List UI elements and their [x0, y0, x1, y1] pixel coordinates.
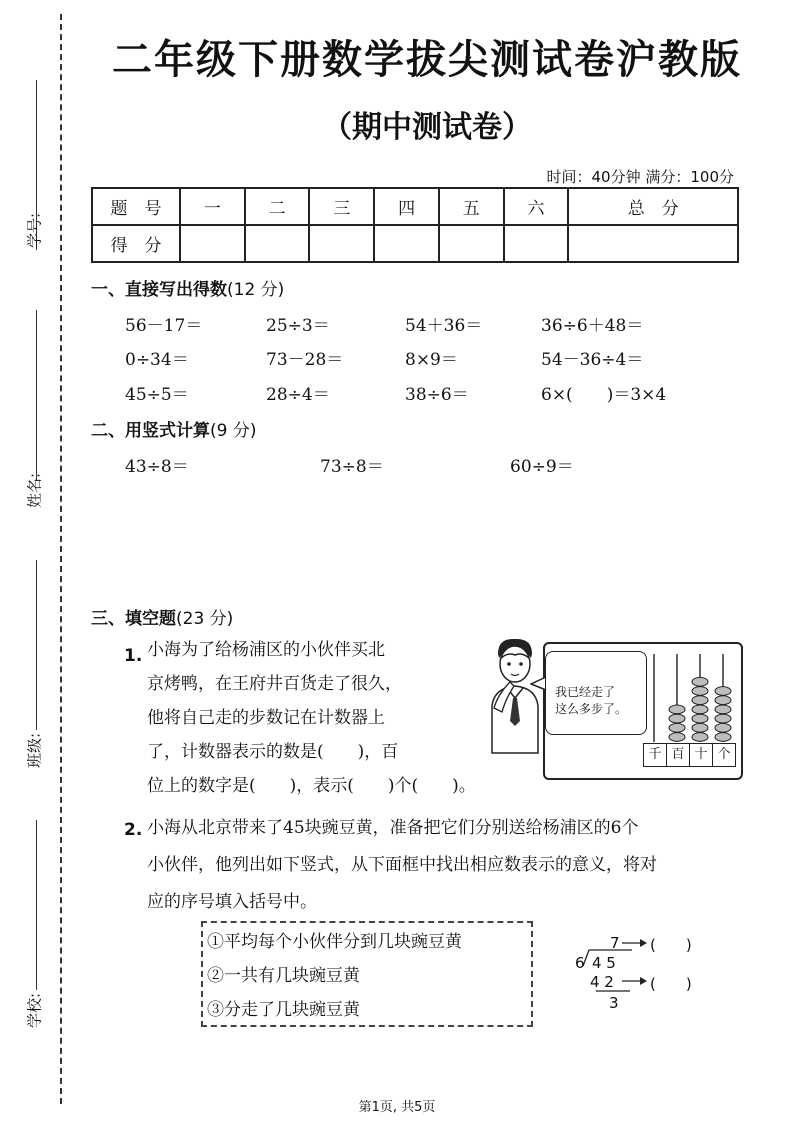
score-header-cell: 六 — [504, 188, 569, 225]
abacus-bead — [692, 677, 708, 686]
binding-dashed-line — [60, 14, 62, 1104]
abacus-bead — [715, 714, 731, 723]
place-label-qian: 千 — [643, 743, 667, 767]
division-remainder: 3 — [609, 994, 619, 1012]
page-footer: 第1页, 共5页 — [358, 1100, 436, 1115]
calc-item: 38÷6＝ — [405, 385, 469, 405]
score-header-cell: 四 — [374, 188, 439, 225]
score-cell[interactable] — [180, 225, 245, 262]
time-info: 时间：40分钟 满分：100分 — [546, 168, 734, 186]
abacus-bead — [669, 705, 685, 714]
side-field-xingming — [0, 310, 58, 560]
vertical-calc-item: 60÷9＝ — [510, 457, 574, 477]
bubble-line: 我已经走了 — [555, 685, 616, 699]
place-label-shi: 十 — [689, 743, 713, 767]
speech-bubble-text — [555, 684, 645, 718]
question-line: 小伙伴，他列出如下竖式，从下面框中找出相应数表示的意义，将对 — [147, 855, 657, 875]
place-label-bai: 百 — [666, 743, 690, 767]
calc-item: 8×9＝ — [405, 350, 458, 370]
abacus-bead — [715, 733, 731, 742]
question-line: 他将自己走的步数记在计数器上 — [147, 708, 385, 728]
section1-points: (12 分) — [227, 280, 285, 300]
page-title: 二年级下册数学拔尖测试卷沪教版 — [112, 37, 742, 83]
abacus-bead — [692, 733, 708, 742]
abacus-bead — [692, 705, 708, 714]
division-divisor: 6 — [575, 954, 585, 972]
calc-item: 45÷5＝ — [125, 385, 189, 405]
section2-points: (9 分) — [210, 421, 257, 441]
question-line: 京烤鸭，在王府井百货走了很久， — [147, 674, 402, 694]
page-subtitle: （期中测试卷） — [322, 110, 532, 145]
abacus-bead — [692, 714, 708, 723]
calc-item: 28÷4＝ — [266, 385, 330, 405]
question2-text — [147, 810, 657, 921]
score-cell[interactable] — [504, 225, 569, 262]
division-blank-1[interactable]: ( ) — [650, 936, 692, 954]
side-label-xuexiao: 学校: — [25, 992, 44, 1029]
section3-heading — [91, 604, 233, 629]
question1-text — [147, 633, 476, 803]
calc-item: 25÷3＝ — [266, 316, 330, 336]
abacus-bead — [669, 714, 685, 723]
abacus-bead — [692, 696, 708, 705]
calc-item: 6×( )＝3×4 — [541, 385, 667, 405]
score-table-header-row — [92, 188, 738, 225]
abacus-bead — [669, 723, 685, 732]
side-rule — [36, 560, 37, 730]
score-cell[interactable] — [568, 225, 738, 262]
score-header-cell: 题 号 — [92, 188, 180, 225]
abacus-bead — [692, 723, 708, 732]
calc-item: 73－28＝ — [266, 350, 344, 370]
score-row-label: 得 分 — [92, 225, 180, 262]
calc-item: 54－36÷4＝ — [541, 350, 644, 370]
side-field-banji — [0, 560, 58, 810]
abacus-bead — [715, 687, 731, 696]
side-field-xuexiao — [0, 820, 58, 1070]
side-label-xuehao: 学号: — [25, 212, 44, 249]
score-header-cell: 三 — [309, 188, 374, 225]
side-label-banji: 班级: — [25, 732, 44, 769]
option-item: ②一共有几块豌豆黄 — [207, 966, 360, 986]
calc-item: 36÷6＋48＝ — [541, 316, 644, 336]
section3-points: (23 分) — [176, 609, 234, 629]
question-line: 小海为了给杨浦区的小伙伴买北 — [147, 640, 385, 660]
bubble-line: 这么多步了。 — [555, 702, 628, 716]
calc-item: 0÷34＝ — [125, 350, 189, 370]
division-quotient: 7 — [610, 934, 620, 952]
question-line: 应的序号填入括号中。 — [147, 892, 317, 912]
score-cell[interactable] — [245, 225, 310, 262]
abacus — [640, 650, 736, 744]
score-cell[interactable] — [374, 225, 439, 262]
side-rule — [36, 820, 37, 990]
option-item: ①平均每个小伙伴分到几块豌豆黄 — [207, 932, 462, 952]
abacus-bead — [715, 705, 731, 714]
division-blank-2[interactable]: ( ) — [650, 975, 692, 993]
side-field-xuehao — [0, 80, 58, 330]
section3-title: 三、填空题 — [91, 609, 176, 629]
section2-heading — [91, 416, 256, 441]
score-header-cell: 二 — [245, 188, 310, 225]
score-header-cell: 五 — [439, 188, 504, 225]
section2-title: 二、用竖式计算 — [91, 421, 210, 441]
question-number: 2. — [124, 820, 143, 840]
calc-item: 56－17＝ — [125, 316, 203, 336]
option-item: ③分走了几块豌豆黄 — [207, 1000, 360, 1020]
section1-title: 一、直接写出得数 — [91, 280, 227, 300]
calc-item: 54＋36＝ — [405, 316, 483, 336]
question-number: 1. — [124, 646, 143, 666]
score-table — [91, 187, 739, 263]
section1-heading — [91, 275, 284, 300]
question-line: 位上的数字是( )，表示( )个( )。 — [147, 776, 476, 796]
abacus-bead — [715, 723, 731, 732]
vertical-calc-item: 43÷8＝ — [125, 457, 189, 477]
score-cell[interactable] — [439, 225, 504, 262]
score-table-score-row — [92, 225, 738, 262]
division-dividend: 4 5 — [592, 954, 616, 972]
boy-illustration — [484, 636, 546, 754]
division-product: 4 2 — [590, 973, 614, 991]
score-header-cell: 一 — [180, 188, 245, 225]
score-header-cell: 总 分 — [568, 188, 738, 225]
score-cell[interactable] — [309, 225, 374, 262]
place-label-ge: 个 — [712, 743, 736, 767]
side-label-xingming: 姓名: — [25, 472, 44, 509]
abacus-bead — [669, 733, 685, 742]
side-rule — [36, 310, 37, 480]
abacus-bead — [692, 687, 708, 696]
question-line: 小海从北京带来了45块豌豆黄，准备把它们分别送给杨浦区的6个 — [147, 818, 639, 838]
vertical-calc-item: 73÷8＝ — [320, 457, 384, 477]
abacus-bead — [715, 696, 731, 705]
question-line: 了，计数器表示的数是( )，百 — [147, 742, 399, 762]
